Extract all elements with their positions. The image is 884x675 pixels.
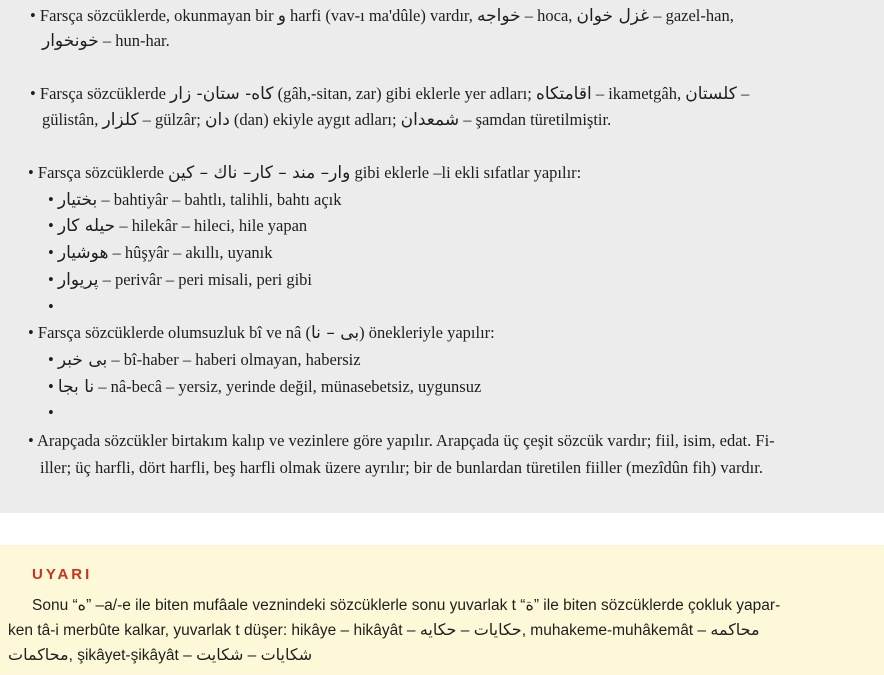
text: – hoca, [520,6,577,25]
arabic-text: وار– مند – كار– ناك – كين [168,163,351,183]
arabic-text: شكايات [260,645,313,664]
text: – şamdan türetilmiştir. [459,110,612,129]
arabic-text: ة [525,595,534,614]
arabic-text: حكايات [473,620,522,639]
text: ) önekleriyle yapılır: [359,323,495,342]
arabic-text: كاه- ستان- زار [170,84,274,104]
arabic-text: اقامتكاه [535,84,592,104]
bullet-dot: • [48,377,54,396]
text: ken tâ-i merbûte kalkar, yuvarlak t düşer: hikâye – hikâyât – [8,622,420,639]
text: iller; üç harfli, dört harfli, beş harfli olmak üzere ayrılır; bir de bunlardan türetilen fiiller (mezîdûn fih) vardır. [40,458,763,477]
text: , muhakeme-muhâkemât – [521,622,711,639]
text: – gülzâr; [138,110,205,129]
text: – hun-har. [98,31,170,50]
text: Sonu “ [32,597,78,614]
bullet-dot: • [28,323,34,342]
text: gülistân, [42,110,103,129]
text: Farsça sözcüklerde [39,84,171,103]
bullet-dot: • [48,403,54,422]
bullet-dot: • [28,431,34,450]
text: Farsça sözcüklerde, okunmayan bir [39,6,278,25]
text: gibi eklerle –li ekli sıfatlar yapılır: [350,163,582,182]
bullet-place-names-line2 [42,110,611,130]
list-item [48,216,307,236]
text: – [456,622,474,639]
arabic-text: كلستان [685,84,737,104]
list-item [48,377,481,397]
text: – hilekâr – hileci, hile yapan [115,216,308,235]
bullet-negation-heading [28,323,495,343]
bullet-dot: • [28,163,34,182]
text: harfi (vav-ı ma'dûle) vardır, [285,6,477,25]
text: Arapçada sözcükler birtakım kalıp ve vezinlere göre yapılır. Arapçada üç çeşit sözcük vardır; fiil, isim, edat. Fi- [37,431,775,450]
arabic-text: بى – نا [311,323,360,343]
list-item-empty [48,297,54,317]
text: – bahtiyâr – bahtlı, talihli, bahtı açık [97,190,342,209]
arabic-text: ه [77,595,87,614]
bullet-dot: • [48,190,54,209]
arabic-text: نا بجا [57,377,95,397]
text: (dan) ekiyle aygıt adları; [229,110,401,129]
text: – nâ-becâ – yersiz, yerinde değil, münasebetsiz, uygunsuz [94,377,482,396]
text: – [736,84,750,103]
arabic-text: هوشيار [57,243,109,263]
bullet-dot: • [48,297,54,316]
bullet-adjectives-heading [28,163,581,183]
text: – hûşyâr – akıllı, uyanık [108,243,273,262]
bullet-dot: • [48,350,54,369]
list-item-empty [48,403,54,423]
text: Farsça sözcüklerde [37,163,169,182]
bullet-vav-madule-line2 [42,31,170,51]
bullet-vav-madule-line1 [30,6,734,26]
arabic-text: شكايت [196,645,244,664]
text: – gazel-han, [649,6,734,25]
list-item [48,350,361,370]
text: (gâh,-sitan, zar) gibi eklerle yer adları; [273,84,536,103]
text: , şikâyet-şikâyât – [68,647,197,664]
arabic-text: شمعدان [400,110,460,130]
arabic-text: محاكمات [8,645,69,664]
arabic-text: حيله كار [57,216,116,236]
bullet-arabic-words-line2 [40,458,763,478]
arabic-text: خونخوار [42,31,99,51]
arabic-text: غزل خوان [576,6,650,26]
bullet-dot: • [48,243,54,262]
list-item [48,243,272,263]
list-item [48,270,312,290]
warning-line1 [32,595,780,616]
text: – perivâr – peri misali, peri gibi [98,270,312,289]
warning-line2 [8,620,760,641]
arabic-text: خواجه [477,6,521,26]
arabic-text: محاكمه [710,620,760,639]
bullet-arabic-words-line1 [28,431,775,451]
arabic-text: و [277,6,286,26]
bullet-place-names-line1 [30,84,749,104]
bullet-dot: • [48,216,54,235]
text: – ikametgâh, [591,84,686,103]
bullet-dot: • [30,84,36,103]
text: Farsça sözcüklerde olumsuzluk bî ve nâ ( [37,323,311,342]
text: – [243,647,261,664]
arabic-text: كلزار [102,110,139,130]
text: ” –a/-e ile biten mufâale veznindeki sözcüklerle sonu yuvarlak t “ [86,597,526,614]
list-item [48,190,342,210]
warning-title: UYARI [32,566,93,583]
text: – bî-haber – haberi olmayan, habersiz [107,350,361,369]
arabic-text: دان [204,110,230,130]
arabic-text: حكايه [419,620,457,639]
text: ” ile biten sözcüklerde çokluk yapar- [533,597,781,614]
bullet-dot: • [48,270,54,289]
warning-line3 [8,645,312,666]
arabic-text: بختيار [57,190,98,210]
arabic-text: پريوار [57,270,99,290]
arabic-text: بى خبر [57,350,108,370]
bullet-dot: • [30,6,36,25]
